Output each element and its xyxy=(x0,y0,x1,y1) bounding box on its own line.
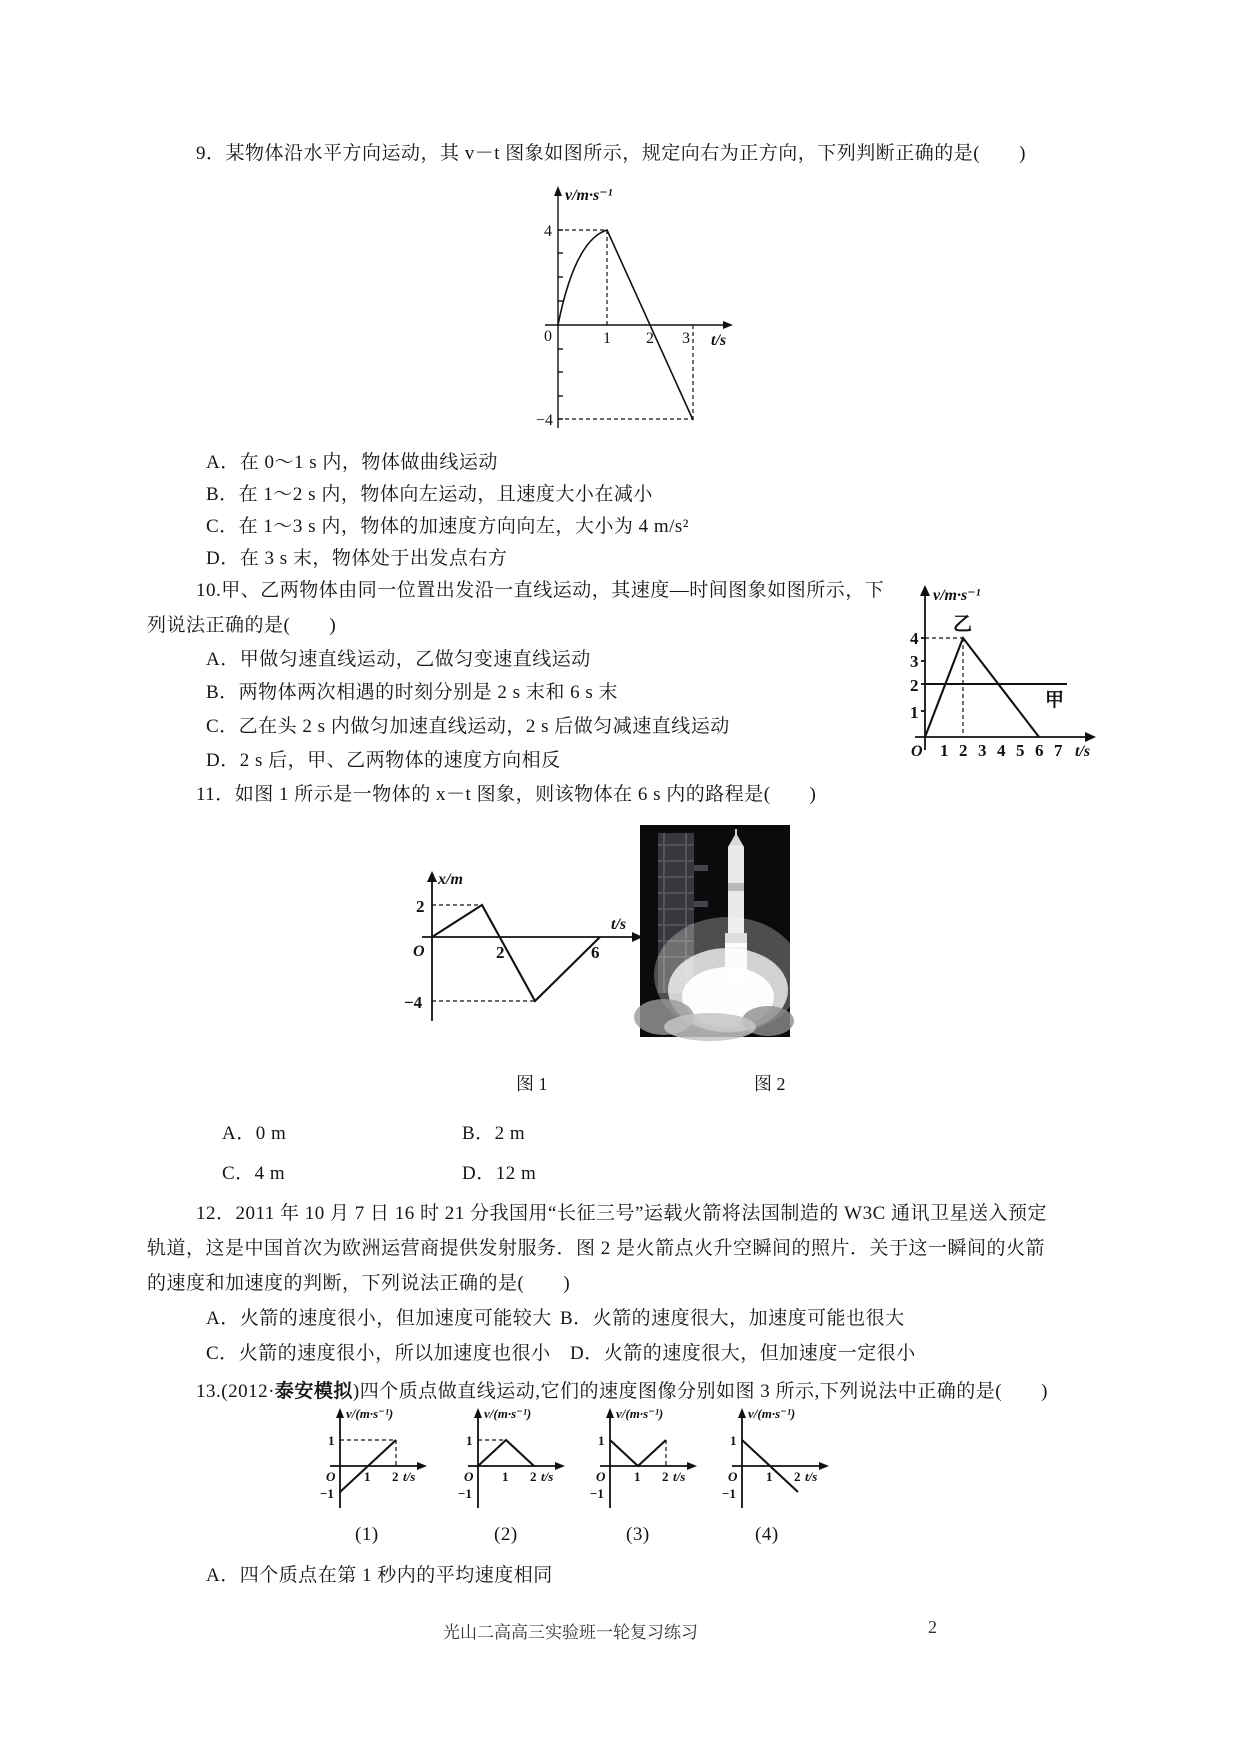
q9-xlabel: t/s xyxy=(711,332,727,349)
q13g2-xtick-2: 2 xyxy=(530,1469,537,1484)
q10-xlabel: t/s xyxy=(1075,743,1091,760)
q13-graph-3 xyxy=(570,1404,705,1516)
q10-option-d: D．2 s 后，甲、乙两物体的速度方向相反 xyxy=(206,750,561,771)
q9-xaxis-arrow xyxy=(723,321,733,329)
q11-ymax-label: 2 xyxy=(416,897,425,916)
q12-stem-line3: 的速度和加速度的判断，下列说法正确的是( ) xyxy=(147,1273,571,1294)
q11-t6-label: 6 xyxy=(591,943,600,962)
q13g2-origin: O xyxy=(464,1469,474,1484)
q13g3-ylabel: v/(m·s⁻¹) xyxy=(616,1406,664,1421)
q10-line-jia-label: 甲 xyxy=(1045,690,1065,711)
q13g4-origin: O xyxy=(728,1469,738,1484)
rocket-launch-photo xyxy=(640,825,790,1037)
q13g1-xtick-2: 2 xyxy=(392,1469,399,1484)
q13-graph-1 xyxy=(300,1404,435,1516)
q13g2-xaxis-arrow xyxy=(555,1462,565,1470)
q10-ylabel: v/m·s⁻¹ xyxy=(933,587,981,604)
q10-stem-line1: 10.甲、乙两物体由同一位置出发沿一直线运动，其速度—时间图象如图所示，下 xyxy=(196,580,885,601)
q13g1-xlabel: t/s xyxy=(403,1469,416,1484)
q13-stem-suffix: )四个质点做直线运动,它们的速度图像分别如图 3 所示,下列说法中正确的是( ) xyxy=(352,1381,1048,1402)
q11-origin-label: O xyxy=(413,943,425,960)
q9-zero-label: 0 xyxy=(544,328,552,345)
q13g4-xtick-2: 2 xyxy=(794,1469,801,1484)
q10-xtick-6: 6 xyxy=(1035,741,1044,760)
q9-ymax-label: 4 xyxy=(544,223,552,240)
q9-stem: 9．某物体沿水平方向运动，其 v－t 图象如图所示，规定向右为正方向，下列判断正确的是( ) xyxy=(196,143,1026,164)
q13g3-xlabel: t/s xyxy=(673,1469,686,1484)
q13g3-ytick-neg1: −1 xyxy=(590,1486,604,1501)
q13g4-ylabel: v/(m·s⁻¹) xyxy=(748,1406,796,1421)
q9-t3-label: 3 xyxy=(682,330,690,347)
q10-origin-label: O xyxy=(911,743,923,760)
q13g4-ytick-1: 1 xyxy=(730,1433,737,1448)
q10-vt-graph xyxy=(893,580,1108,780)
q13g2-ytick-1: 1 xyxy=(466,1433,473,1448)
q13g4-xaxis-arrow xyxy=(819,1462,829,1470)
q12-option-b: B．火箭的速度很大，加速度可能也很大 xyxy=(560,1308,905,1329)
q13g3-origin: O xyxy=(596,1469,606,1484)
q11-yaxis-arrow xyxy=(427,871,437,882)
q12-stem-line1: 12．2011 年 10 月 7 日 16 时 21 分我国用“长征三号”运载火箭将法国制造的 W3C 通讯卫星送入预定 xyxy=(196,1203,1048,1224)
q9-option-b: B．在 1～2 s 内，物体向左运动，且速度大小在减小 xyxy=(206,484,653,505)
q11-option-d: D．12 m xyxy=(462,1163,537,1184)
q10-yaxis-arrow xyxy=(920,585,930,596)
q13g2-ylabel: v/(m·s⁻¹) xyxy=(484,1406,532,1421)
q10-xtick-2: 2 xyxy=(959,741,968,760)
fig1-caption: 图 1 xyxy=(516,1074,548,1094)
q10-xtick-3: 3 xyxy=(978,741,987,760)
q10-xtick-4: 4 xyxy=(997,741,1006,760)
q9-t2-label: 2 xyxy=(646,330,654,347)
q13g4-yaxis-arrow xyxy=(738,1408,746,1418)
q10-xaxis-arrow xyxy=(1085,732,1096,742)
q13g3-xtick-2: 2 xyxy=(662,1469,669,1484)
q13g3-xtick-1: 1 xyxy=(634,1469,641,1484)
q10-ytick-2: 2 xyxy=(910,676,919,695)
q11-xt-graph xyxy=(398,866,658,1026)
q13-option-a: A．四个质点在第 1 秒内的平均速度相同 xyxy=(206,1565,553,1586)
q9-ylabel: v/m·s⁻¹ xyxy=(565,187,613,204)
q13-panel-label-1: (1) xyxy=(355,1524,379,1545)
q9-ymin-label: −4 xyxy=(536,412,554,429)
q12-option-a: A．火箭的速度很小，但加速度可能较大 xyxy=(206,1308,552,1329)
q12-option-c: C．火箭的速度很小，所以加速度也很小 xyxy=(206,1343,551,1364)
q12-option-d: D．火箭的速度很大，但加速度一定很小 xyxy=(570,1343,916,1364)
q13g1-xtick-1: 1 xyxy=(364,1469,371,1484)
q9-option-a: A．在 0～1 s 内，物体做曲线运动 xyxy=(206,452,498,473)
q10-stem-line2: 列说法正确的是( ) xyxy=(147,615,337,636)
q10-option-a: A．甲做匀速直线运动，乙做匀变速直线运动 xyxy=(206,649,591,670)
q13g3-ytick-1: 1 xyxy=(598,1433,605,1448)
q13g3-yaxis-arrow xyxy=(606,1408,614,1418)
q13-panel-label-4: (4) xyxy=(755,1524,779,1545)
q13-panel-label-3: (3) xyxy=(626,1524,650,1545)
q13g4-ytick-neg1: −1 xyxy=(722,1486,736,1501)
q13g2-yaxis-arrow xyxy=(474,1408,482,1418)
q9-yaxis-arrow xyxy=(554,186,562,196)
q11-option-c: C．4 m xyxy=(222,1163,286,1184)
q11-t2-label: 2 xyxy=(496,943,505,962)
q11-ymin-label: −4 xyxy=(404,993,423,1012)
fig2-caption: 图 2 xyxy=(754,1074,786,1094)
q13g4-xtick-1: 1 xyxy=(766,1469,773,1484)
q9-vt-graph xyxy=(535,182,740,434)
q9-t1-label: 1 xyxy=(603,330,611,347)
q10-xtick-7: 7 xyxy=(1054,741,1063,760)
q13g1-ytick-1: 1 xyxy=(328,1433,335,1448)
page-number: 2 xyxy=(928,1617,937,1637)
q10-xtick-1: 1 xyxy=(940,741,949,760)
q10-line-yi-label: 乙 xyxy=(953,614,973,635)
q10-xtick-5: 5 xyxy=(1016,741,1025,760)
q13g2-xtick-1: 1 xyxy=(502,1469,509,1484)
q13-panel-label-2: (2) xyxy=(494,1524,518,1545)
q11-stem: 11．如图 1 所示是一物体的 x－t 图象，则该物体在 6 s 内的路程是( ) xyxy=(196,784,817,805)
q12-stem-line2: 轨道，这是中国首次为欧洲运营商提供发射服务．图 2 是火箭点火升空瞬间的照片．关于这一瞬间的火箭 xyxy=(147,1238,1046,1259)
q13g1-origin: O xyxy=(326,1469,336,1484)
q11-ylabel: x/m xyxy=(438,871,463,888)
q9-option-d: D．在 3 s 末，物体处于出发点右方 xyxy=(206,548,508,569)
q11-xlabel: t/s xyxy=(611,916,627,933)
q9-option-c: C．在 1～3 s 内，物体的加速度方向向左，大小为 4 m/s² xyxy=(206,516,689,537)
q11-option-a: A．0 m xyxy=(222,1123,287,1144)
q13g1-ylabel: v/(m·s⁻¹) xyxy=(346,1406,394,1421)
q13g4-xlabel: t/s xyxy=(805,1469,818,1484)
q13g2-xlabel: t/s xyxy=(541,1469,554,1484)
q13g1-xaxis-arrow xyxy=(417,1462,427,1470)
q13-stem-prefix: 13.(2012· xyxy=(196,1381,275,1402)
q10-ytick-4: 4 xyxy=(910,629,919,648)
q11-option-b: B．2 m xyxy=(462,1123,526,1144)
q10-option-c: C．乙在头 2 s 内做匀加速直线运动，2 s 后做匀减速直线运动 xyxy=(206,716,730,737)
q13-graph-2 xyxy=(438,1404,573,1516)
q13-stem-source: 泰安模拟 xyxy=(274,1381,353,1402)
q13g2-ytick-neg1: −1 xyxy=(458,1486,472,1501)
q10-option-b: B．两物体两次相遇的时刻分别是 2 s 末和 6 s 末 xyxy=(206,682,618,703)
q10-ytick-1: 1 xyxy=(910,703,919,722)
q13-stem xyxy=(196,1376,1048,1403)
q10-ytick-3: 3 xyxy=(910,652,919,671)
q13-graph-4 xyxy=(702,1404,837,1516)
footer-text: 光山二高高三实验班一轮复习练习 xyxy=(443,1623,698,1642)
q13g1-yaxis-arrow xyxy=(336,1408,344,1418)
q13g1-ytick-neg1: −1 xyxy=(320,1486,334,1501)
q13g3-xaxis-arrow xyxy=(687,1462,697,1470)
